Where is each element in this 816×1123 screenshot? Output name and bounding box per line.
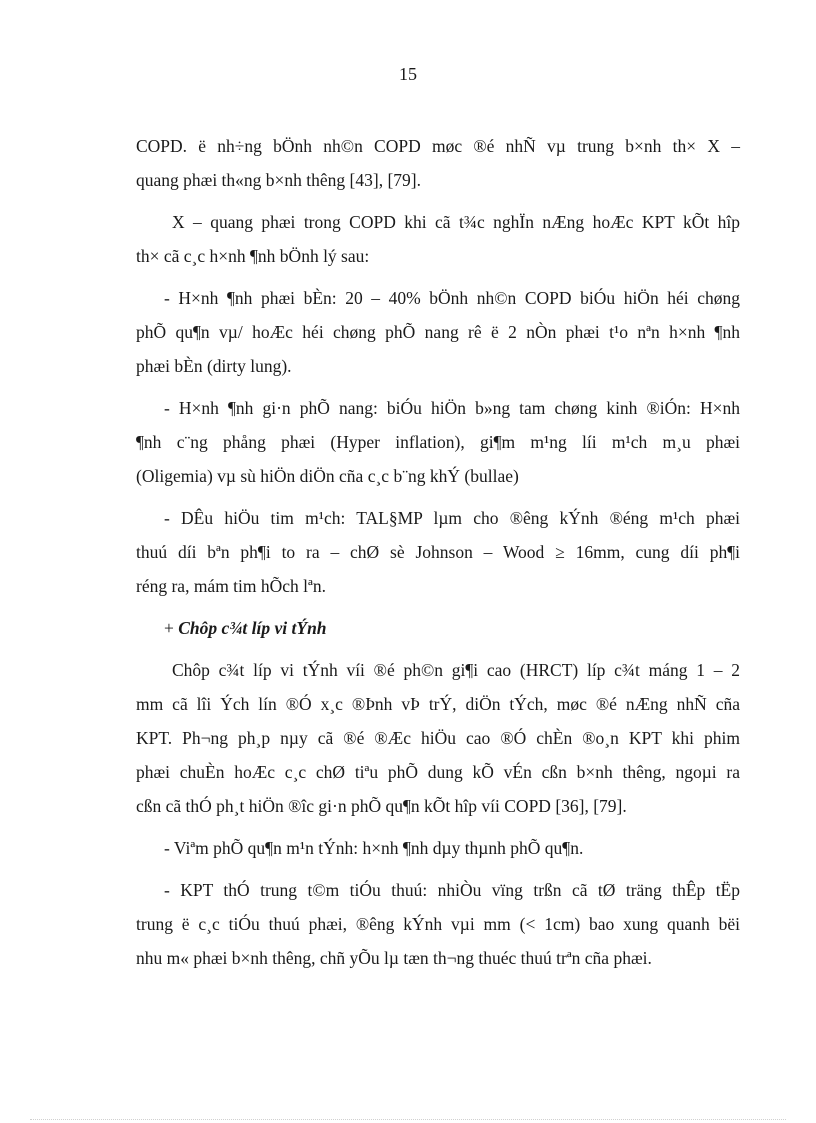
paragraph-copd-xray-severe	[136, 205, 740, 273]
paragraph-dirty-lung	[136, 281, 740, 383]
paragraph-emphysema-triad	[136, 391, 740, 493]
text-line: phÕ qu¶n vµ/ hoÆc héi chøng phÕ nang rê ë 2 nÒn phæi t¹o nªn h×nh ¶nh	[136, 322, 740, 342]
text-line: - KPT thÓ trung t©m tiÓu thuú: nhiÒu vïng trßn cã tØ träng thÊp tËp	[164, 880, 740, 900]
document-body	[136, 129, 740, 983]
paragraph-hrct	[136, 653, 740, 823]
text-line: nhu m« phæi b×nh thêng, chñ yÕu lµ tæn th¬ng thuéc thuú trªn cña phæi.	[136, 948, 652, 968]
text-line: trung ë c¸c tiÓu thuú phæi, ®êng kÝnh vµi mm (< 1cm) bao xung quanh bëi	[136, 914, 740, 934]
text-line: quang phæi th«ng b×nh thêng [43], [79].	[136, 170, 421, 190]
paragraph-centrilobular-emphysema	[136, 873, 740, 975]
text-line: cßn cã thÓ ph¸t hiÖn ®îc gi·n phÕ qu¶n kÕt hîp víi COPD [36], [79].	[136, 796, 627, 816]
text-line: (Oligemia) vµ sù hiÖn diÖn cña c¸c b¨ng khÝ (bullae)	[136, 466, 519, 486]
page-number: 15	[399, 64, 417, 84]
section-heading	[136, 611, 740, 645]
text-line: ¶nh c¨ng phång phæi (Hyper inflation), gi¶m m¹ng líi m¹ch m¸u phæi	[136, 432, 740, 452]
text-line: réng ra, mám tim hÕch lªn.	[136, 576, 326, 596]
text-line: phæi bÈn (dirty lung).	[136, 356, 292, 376]
paragraph-chronic-bronchitis	[136, 831, 740, 865]
text-line: thuú díi bªn ph¶i to ra – chØ sè Johnson – Wood ≥ 16mm, cung díi ph¶i	[136, 542, 740, 562]
text-line: th× cã c¸c h×nh ¶nh bÖnh lý sau:	[136, 246, 370, 266]
text-line: Chôp c¾t líp vi tÝnh víi ®é ph©n gi¶i cao (HRCT) líp c¾t máng 1 – 2	[172, 660, 740, 680]
text-line: KPT. Ph¬ng ph¸p nµy cã ®é ®Æc hiÖu cao ®Ó chÈn ®o¸n KPT khi phim	[136, 728, 740, 748]
text-line: mm cã lîi Ých lín ®Ó x¸c ®Þnh vÞ trÝ, diÖn tÝch, møc ®é nÆng nhÑ cña	[136, 694, 740, 714]
text-line: - DÊu hiÖu tim m¹ch: TAL§MP lµm cho ®êng kÝnh ®éng m¹ch phæi	[164, 508, 740, 528]
text-line: - H×nh ¶nh phæi bÈn: 20 – 40% bÖnh nh©n COPD biÓu hiÖn héi chøng	[164, 288, 740, 308]
heading-title: Chôp c¾t líp vi tÝnh	[178, 618, 327, 638]
text-line: X – quang phæi trong COPD khi cã t¾c nghÏn nÆng hoÆc KPT kÕt hîp	[172, 212, 740, 232]
text-line: COPD. ë nh÷ng bÖnh nh©n COPD møc ®é nhÑ vµ trung b×nh th× X –	[136, 136, 740, 156]
text-line: - H×nh ¶nh gi·n phÕ nang: biÓu hiÖn b»ng tam chøng kinh ®iÓn: H×nh	[164, 398, 740, 418]
paragraph-copd-xray-mild	[136, 129, 740, 197]
text-line: - Viªm phÕ qu¶n m¹n tÝnh: h×nh ¶nh dµy thµnh phÕ qu¶n.	[164, 838, 584, 858]
paragraph-cardiac-signs	[136, 501, 740, 603]
text-line: phæi chuÈn hoÆc c¸c chØ tiªu phÕ dung kÕ vÉn cßn b×nh thêng, ngoµi ra	[136, 762, 740, 782]
heading-prefix: +	[164, 618, 179, 638]
page-bottom-rule	[30, 1119, 786, 1120]
